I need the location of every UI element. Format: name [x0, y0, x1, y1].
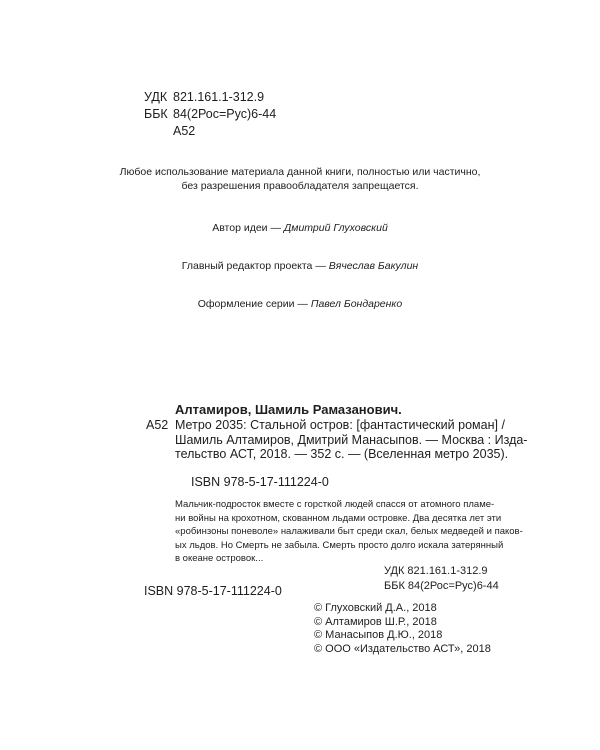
udk-row	[144, 89, 276, 106]
credit-role: Главный редактор проекта —	[181, 260, 326, 272]
copyright-block	[314, 602, 491, 656]
rights-notice	[0, 165, 600, 193]
classification-block	[144, 89, 276, 140]
author-mark: А52	[173, 124, 196, 138]
copyright-line: © Алтамиров Ш.Р., 2018	[314, 615, 437, 628]
rights-notice-line1: Любое использование материала данной книги, полностью или частично,	[119, 166, 481, 178]
isbn-bottom: ISBN 978-5-17-111224-0	[144, 584, 282, 598]
annotation-line: в океане островок...	[175, 553, 264, 564]
credit-name: Дмитрий Глуховский	[283, 222, 388, 234]
bottom-udk: УДК 821.161.1-312.9	[384, 565, 488, 577]
description-line: Шамиль Алтамиров, Дмитрий Манасыпов. — Москва : Изда-	[175, 432, 528, 447]
rights-notice-line2: без разрешения правообладателя запрещается.	[181, 180, 419, 192]
credit-name: Вячеслав Бакулин	[328, 260, 419, 272]
annotation-line: ых льдов. Но Смерть не забыла. Смерть просто долго искала затерянный	[175, 539, 504, 551]
credit-chief-editor	[0, 260, 600, 272]
credit-name: Павел Бондаренко	[310, 298, 403, 310]
udk-value: 821.161.1-312.9	[173, 90, 265, 104]
udk-label: УДК	[144, 90, 168, 104]
bbk-value: 84(2Рос=Рус)6-44	[173, 107, 277, 121]
description-line: Метро 2035: Стальной остров: [фантастический роман] /	[175, 418, 505, 432]
annotation-line: ни войны на крохотном, скованном льдами островке. Два десятка лет эти	[175, 512, 502, 524]
catalog-isbn: ISBN 978-5-17-111224-0	[191, 475, 329, 489]
credit-series-design	[0, 298, 600, 310]
bbk-row	[144, 106, 276, 123]
bottom-classification	[384, 564, 499, 593]
copyright-line: © Глуховский Д.А., 2018	[314, 602, 437, 614]
description-line: тельство АСТ, 2018. — 352 с. — (Вселенная метро 2035).	[175, 447, 509, 461]
catalog-description	[175, 418, 528, 462]
bottom-bbk: ББК 84(2Рос=Рус)6-44	[384, 579, 499, 592]
catalog-author: Алтамиров, Шамиль Рамазанович.	[175, 402, 402, 417]
annotation-line: «робинзоны поневоле» налаживали быт среди скал, белых медведей и паков-	[175, 526, 523, 537]
annotation-line: Мальчик-подросток вместе с горсткой людей спасся от атомного пламе-	[175, 499, 495, 510]
annotation	[175, 498, 523, 566]
credit-role: Автор идеи —	[212, 222, 281, 234]
copyright-line: © ООО «Издательство АСТ», 2018	[314, 642, 491, 655]
catalog-index-mark: А52	[146, 418, 169, 432]
bbk-label: ББК	[144, 107, 168, 121]
credit-role: Оформление серии —	[197, 298, 308, 310]
credit-idea-author	[0, 222, 600, 234]
copyright-line: © Манасыпов Д.Ю., 2018	[314, 629, 443, 641]
